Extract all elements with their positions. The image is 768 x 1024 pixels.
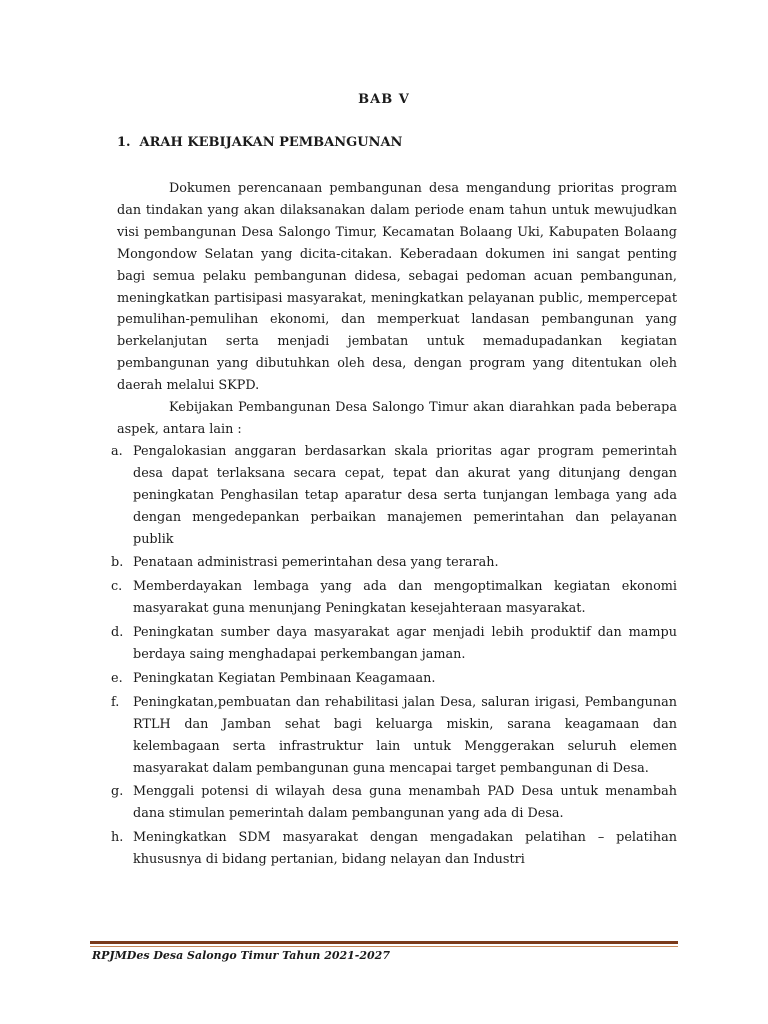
section-number: 1. (117, 135, 131, 150)
footer-text: RPJMDes Desa Salongo Timur Tahun 2021-2027 (92, 949, 390, 962)
paragraph-intro: Dokumen perencanaan pembangunan desa mengandung prioritas program dan tindakan yang akan dilaksanakan dalam periode enam tahun untuk mewujudkan visi pembangunan Desa Salongo Timur, Kecamatan Bolaang Uki, Kabupaten Bolaang Mongondow Selatan yang dicita-citakan. Keberadaan dokumen ini sangat penting bagi semua pelaku pembangunan didesa, sebagai pedoman acuan pembangunan, meningkatkan partisipasi masyarakat, meningkatkan pelayanan public, mempercepat pemulihan-pemulihan ekonomi, dan memperkuat landasan pembangunan yang berkelanjutan serta menjadi jembatan untuk memadupadankan kegiatan pembangunan yang dibutuhkan oleh desa, dengan program yang ditentukan oleh daerah melalui SKPD. (117, 181, 677, 394)
list-item (111, 576, 677, 620)
list-item (111, 552, 677, 574)
list-item-text: Penataan administrasi pemerintahan desa yang terarah. (133, 555, 499, 571)
list-item (111, 781, 677, 825)
list-item-text: Peningkatan,pembuatan dan rehabilitasi jalan Desa, saluran irigasi, Pembangunan RTLH dan Jamban sehat bagi keluarga miskin, sarana keagamaan dan kelembagaan serta infrastruktur lain untuk Menggerakan seluruh elemen masyarakat dalam pembangunan guna mencapai target pembangunan di Desa. (133, 694, 677, 776)
footer-divider-thick (90, 941, 678, 944)
list-item-text: Pengalokasian anggaran berdasarkan skala prioritas agar program pemerintah desa dapat terlaksana secara cepat, tepat dan akurat yang ditunjang dengan peningkatan Penghasilan tetap aparatur desa serta tunjangan lembaga yang ada dengan mengedepankan perbaikan manajemen pemerintahan dan pelayanan publik (133, 443, 677, 547)
section-heading (117, 135, 402, 150)
policy-list (111, 441, 677, 871)
list-item (111, 441, 677, 551)
list-marker: e. (111, 670, 123, 686)
body-text (111, 178, 677, 873)
list-item-text: Memberdayakan lembaga yang ada dan mengoptimalkan kegiatan ekonomi masyarakat guna menunjang Peningkatan kesejahteraan masyarakat. (133, 579, 677, 617)
list-marker: h. (111, 830, 124, 846)
list-marker: f. (111, 694, 120, 710)
list-item-text: Menggali potensi di wilayah desa guna menambah PAD Desa untuk menambah dana stimulan pemerintah dalam pembangunan yang ada di Desa. (133, 784, 677, 822)
section-title: ARAH KEBIJAKAN PEMBANGUNAN (139, 135, 403, 150)
list-marker: d. (111, 625, 124, 641)
list-marker: c. (111, 579, 123, 595)
chapter-title: BAB V (358, 92, 410, 107)
paragraph-policy: Kebijakan Pembangunan Desa Salongo Timur akan diarahkan pada beberapa aspek, antara lain : (117, 400, 677, 437)
list-item (111, 622, 677, 666)
list-item-text: Meningkatkan SDM masyarakat dengan mengadakan pelatihan – pelatihan khususnya di bidang pertanian, bidang nelayan dan Industri (133, 830, 677, 868)
list-item-text: Peningkatan Kegiatan Pembinaan Keagamaan. (133, 670, 436, 686)
list-marker: g. (111, 784, 124, 800)
list-item (111, 668, 677, 690)
list-marker: b. (111, 555, 124, 571)
list-item (111, 692, 677, 780)
list-marker: a. (111, 443, 123, 459)
list-item (111, 827, 677, 871)
list-item-text: Peningkatan sumber daya masyarakat agar menjadi lebih produktif dan mampu berdaya saing menghadapai perkembangan jaman. (133, 625, 677, 663)
footer-divider-thin (90, 946, 678, 947)
